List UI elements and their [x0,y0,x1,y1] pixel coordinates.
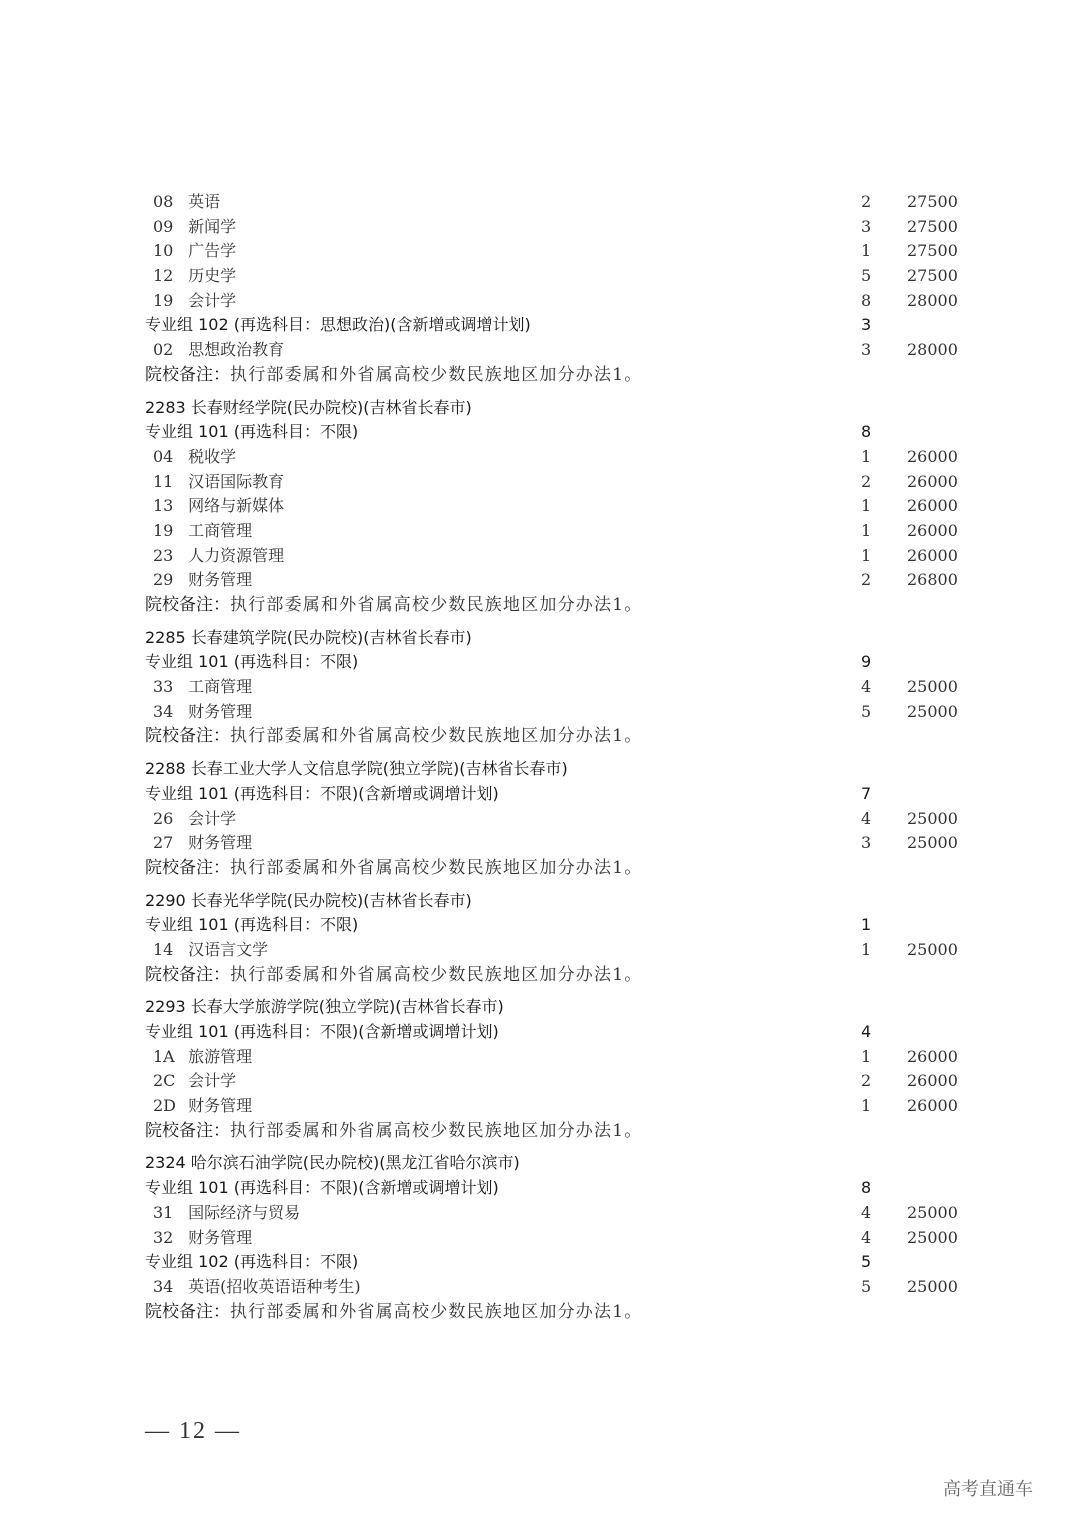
school-section [145,757,985,880]
group-plan: 4 [861,1022,872,1041]
major-fee: 25000 [907,677,958,697]
school-note [145,363,985,388]
major-row [145,215,985,240]
school-title-row [145,396,985,421]
major-code: 27 [153,833,174,853]
group-row [145,650,985,675]
major-plan: 1 [861,545,872,565]
note-label: 院校备注： [145,1301,230,1322]
major-code: 26 [153,808,174,828]
major-name: 会计学 [188,1071,237,1091]
major-plan: 2 [861,570,872,590]
major-row [145,519,985,544]
major-fee: 25000 [907,1227,958,1247]
major-plan: 2 [861,1071,872,1091]
group-plan: 1 [861,915,872,935]
school-title-row [145,889,985,914]
school-title: 2324 哈尔滨石油学院(民办院校)(黑龙江省哈尔滨市) [145,1153,520,1173]
major-plan: 1 [861,496,872,516]
major-plan: 1 [861,520,872,540]
school-title: 2293 长春大学旅游学院(独立学院)(吉林省长春市) [145,997,504,1017]
major-fee: 25000 [907,1276,958,1296]
major-fee: 27500 [907,192,958,211]
major-row [145,239,985,264]
group-row [145,1020,985,1045]
school-title: 2290 长春光华学院(民办院校)(吉林省长春市) [145,890,472,910]
major-fee: 26000 [907,471,958,491]
major-name: 历史学 [188,266,237,286]
group-plan: 8 [861,422,872,442]
note-text: 执行部委属和外省属高校少数民族地区加分办法1。 [230,1301,643,1322]
major-name: 英语(招收英语语种考生) [188,1276,361,1296]
page-number: — 12 — [145,1418,241,1444]
school-note [145,963,985,988]
major-code: 32 [153,1227,174,1247]
major-row [145,289,985,314]
major-name: 汉语言文学 [188,939,269,959]
group-title: 专业组 101 (再选科目：不限) [145,422,359,442]
major-plan: 5 [861,1276,872,1296]
major-code: 14 [153,939,174,959]
group-plan: 5 [861,1252,872,1272]
note-text: 执行部委属和外省属高校少数民族地区加分办法1。 [230,364,643,385]
major-name: 会计学 [188,290,237,310]
major-plan: 8 [861,290,872,310]
school-title: 2288 长春工业大学人文信息学院(独立学院)(吉林省长春市) [145,759,568,779]
major-name: 工商管理 [188,520,253,540]
major-name: 新闻学 [188,216,237,236]
major-row [145,494,985,519]
note-text: 执行部委属和外省属高校少数民族地区加分办法1。 [230,857,643,878]
major-code: 34 [153,1276,174,1296]
group-plan: 8 [861,1178,872,1198]
major-plan: 1 [861,1096,872,1116]
major-row [145,807,985,832]
major-row [145,264,985,289]
major-name: 财务管理 [188,1227,253,1247]
major-name: 人力资源管理 [188,545,285,565]
major-name: 财务管理 [188,701,253,721]
major-plan: 4 [861,808,872,828]
group-plan: 7 [861,783,872,803]
school-section [145,1151,985,1324]
major-fee: 25000 [907,939,958,959]
major-plan: 2 [861,471,872,491]
major-code: 29 [153,570,174,590]
note-text: 执行部委属和外省属高校少数民族地区加分办法1。 [230,595,643,615]
group-title: 专业组 102 (再选科目：思想政治)(含新增或调增计划) [145,315,531,335]
major-fee: 26000 [907,545,958,565]
note-label: 院校备注： [145,964,230,985]
school-title-row [145,757,985,782]
major-name: 财务管理 [188,570,253,590]
carryover-section [145,190,985,388]
major-code: 2D [153,1096,177,1116]
major-code: 19 [153,290,174,310]
major-fee: 27500 [907,241,958,261]
major-row [145,1275,985,1300]
major-plan: 5 [861,701,872,721]
major-code: 13 [153,496,174,516]
major-fee: 26000 [907,446,958,466]
major-row [145,544,985,569]
major-fee: 25000 [907,808,958,828]
major-plan: 5 [861,266,872,286]
major-fee: 25000 [907,701,958,721]
note-label: 院校备注： [145,364,230,385]
school-title: 2283 长春财经学院(民办院校)(吉林省长春市) [145,397,472,417]
school-title: 2285 长春建筑学院(民办院校)(吉林省长春市) [145,627,472,647]
major-name: 旅游管理 [188,1046,253,1066]
major-name: 税收学 [188,446,237,466]
major-fee: 28000 [907,340,958,360]
note-text: 执行部委属和外省属高校少数民族地区加分办法1。 [230,726,643,747]
note-label: 院校备注： [145,1120,230,1141]
major-row [145,675,985,700]
major-row [145,445,985,470]
school-title-row [145,626,985,651]
major-code: 2C [153,1071,176,1091]
group-title: 专业组 101 (再选科目：不限) [145,915,359,935]
major-code: 08 [153,192,174,211]
group-title: 专业组 101 (再选科目：不限)(含新增或调增计划) [145,1178,499,1198]
major-plan: 1 [861,241,872,261]
group-title: 专业组 101 (再选科目：不限)(含新增或调增计划) [145,783,499,803]
major-fee: 26000 [907,496,958,516]
major-row [145,938,985,963]
group-title: 专业组 101 (再选科目：不限) [145,652,359,672]
major-plan: 1 [861,939,872,959]
school-note [145,856,985,881]
major-fee: 25000 [907,1202,958,1222]
group-row [145,1176,985,1201]
major-code: 02 [153,340,174,360]
major-code: 1A [153,1046,175,1066]
school-note [145,1119,985,1144]
major-row [145,831,985,856]
group-row [145,913,985,938]
major-plan: 1 [861,446,872,466]
major-row [145,568,985,593]
group-title: 专业组 102 (再选科目：不限) [145,1252,359,1272]
school-section [145,396,985,618]
major-name: 英语 [188,192,221,211]
major-code: 33 [153,677,174,697]
major-plan: 3 [861,216,872,236]
major-code: 34 [153,701,174,721]
major-row [145,1094,985,1119]
school-note [145,724,985,749]
major-name: 汉语国际教育 [188,471,285,491]
school-note [145,1300,985,1325]
major-row [145,470,985,495]
major-row [145,700,985,725]
major-name: 财务管理 [188,1096,253,1116]
major-fee: 28000 [907,290,958,310]
major-plan: 3 [861,833,872,853]
major-row [145,1045,985,1070]
group-row [145,313,985,338]
note-text: 执行部委属和外省属高校少数民族地区加分办法1。 [230,1120,643,1141]
major-fee: 26000 [907,1046,958,1066]
major-row [145,190,985,215]
major-fee: 25000 [907,833,958,853]
major-fee: 27500 [907,266,958,286]
group-row [145,1250,985,1275]
school-section [145,889,985,988]
major-row [145,1201,985,1226]
major-plan: 4 [861,1202,872,1222]
major-row [145,338,985,363]
major-name: 国际经济与贸易 [188,1202,301,1222]
major-plan: 1 [861,1046,872,1066]
major-fee: 26000 [907,520,958,540]
major-name: 广告学 [188,241,237,261]
major-name: 网络与新媒体 [188,496,285,516]
major-plan: 2 [861,192,872,211]
note-text: 执行部委属和外省属高校少数民族地区加分办法1。 [230,964,643,985]
major-code: 19 [153,520,174,540]
major-fee: 26000 [907,1096,958,1116]
document-body [145,190,985,1324]
major-name: 工商管理 [188,677,253,697]
major-code: 10 [153,241,174,261]
major-fee: 27500 [907,216,958,236]
major-code: 04 [153,446,174,466]
group-row [145,782,985,807]
school-note [145,593,985,618]
major-plan: 4 [861,1227,872,1247]
major-code: 09 [153,216,174,236]
note-label: 院校备注： [145,595,230,615]
school-title-row [145,995,985,1020]
group-title: 专业组 101 (再选科目：不限)(含新增或调增计划) [145,1022,499,1041]
school-section [145,995,985,1143]
group-plan: 9 [861,652,872,672]
major-name: 财务管理 [188,833,253,853]
school-section [145,626,985,749]
major-code: 11 [153,471,174,491]
major-plan: 3 [861,340,872,360]
major-row [145,1069,985,1094]
school-title-row [145,1151,985,1176]
watermark: 高考直通车 [943,1479,1033,1500]
group-plan: 3 [861,315,872,335]
note-label: 院校备注： [145,726,230,747]
major-plan: 4 [861,677,872,697]
major-row [145,1226,985,1251]
major-code: 31 [153,1202,174,1222]
note-label: 院校备注： [145,857,230,878]
major-fee: 26000 [907,1071,958,1091]
major-fee: 26800 [907,570,958,590]
major-name: 思想政治教育 [188,340,285,360]
major-code: 23 [153,545,174,565]
major-code: 12 [153,266,174,286]
major-name: 会计学 [188,808,237,828]
group-row [145,420,985,445]
